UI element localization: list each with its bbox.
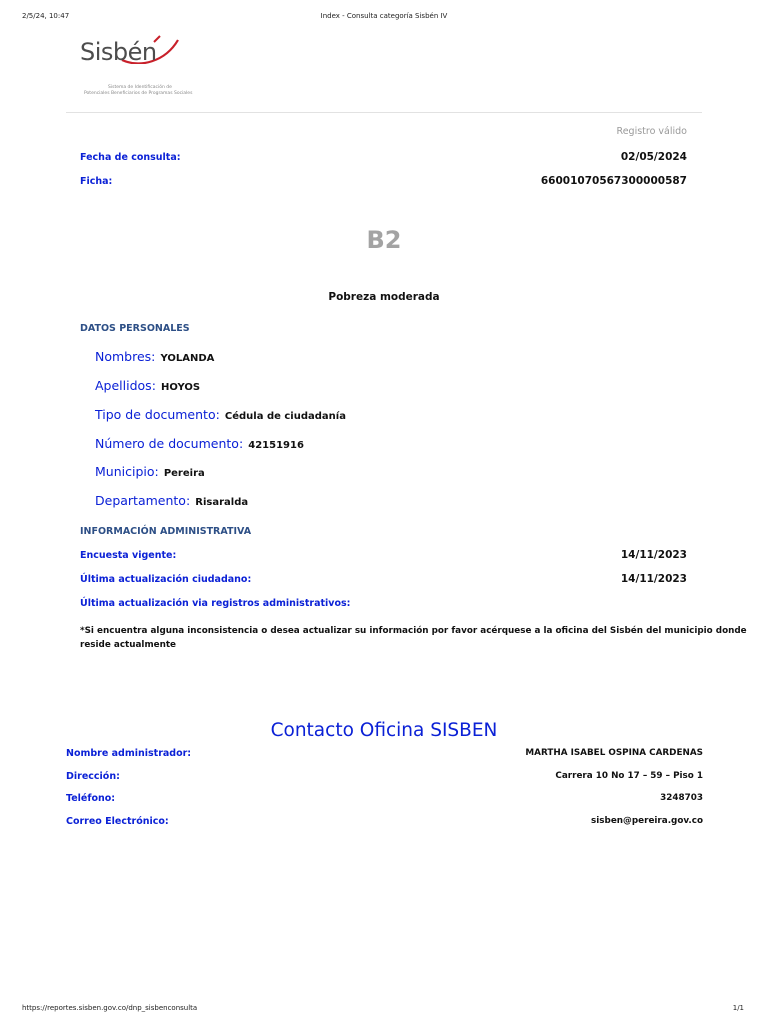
ultima-actualizacion-ciudadano-label: Última actualización ciudadano: xyxy=(80,574,252,585)
direccion-value: Carrera 10 No 17 – 59 – Piso 1 xyxy=(555,771,703,781)
numero-documento-label: Número de documento: xyxy=(95,436,244,451)
field-municipio xyxy=(95,461,205,480)
registro-status: Registro válido xyxy=(616,126,687,137)
ultima-actualizacion-ciudadano-value: 14/11/2023 xyxy=(620,573,687,585)
datos-personales-heading: DATOS PERSONALES xyxy=(80,323,190,334)
contacto-heading: Contacto Oficina SISBEN xyxy=(270,720,498,741)
tipo-documento-value: Cédula de ciudadanía xyxy=(224,411,346,422)
header-divider xyxy=(66,112,702,113)
print-title: Index - Consulta categoría Sisbén IV xyxy=(320,12,448,20)
logo-tagline-2: Potenciales Beneficiarios de Programas Sociales xyxy=(84,91,193,96)
field-nombres xyxy=(95,346,214,365)
encuesta-vigente-label: Encuesta vigente: xyxy=(80,550,177,561)
field-numero-documento xyxy=(95,433,304,452)
ficha-value: 66001070567300000587 xyxy=(540,175,687,187)
print-url: https://reportes.sisben.gov.co/dnp_sisbenconsulta xyxy=(22,1004,198,1012)
field-apellidos xyxy=(95,375,200,394)
municipio-value: Pereira xyxy=(163,468,205,479)
grupo-descripcion: Pobreza moderada xyxy=(328,291,440,303)
correo-value: sisben@pereira.gov.co xyxy=(591,816,703,826)
print-datetime: 2/5/24, 10:47 xyxy=(22,12,70,20)
encuesta-vigente-value: 14/11/2023 xyxy=(620,549,687,561)
admin-label: Nombre administrador: xyxy=(66,748,192,759)
correo-label: Correo Electrónico: xyxy=(66,816,169,827)
logo-tagline-1: Sistema de Identificación de xyxy=(108,85,172,90)
admin-value: MARTHA ISABEL OSPINA CARDENAS xyxy=(525,748,703,758)
nombres-value: YOLANDA xyxy=(160,353,215,364)
numero-documento-value: 42151916 xyxy=(248,440,304,451)
nota-line-1: *Si encuentra alguna inconsistencia o desea actualizar su información por favor acérquese a la oficina del Sisbén del municipio donde xyxy=(80,626,747,636)
fecha-consulta-label: Fecha de consulta: xyxy=(80,152,181,163)
departamento-label: Departamento: xyxy=(95,493,191,508)
grupo-sisben: B2 xyxy=(366,226,402,254)
ultima-actualizacion-registros-label: Última actualización via registros administrativos: xyxy=(80,598,351,609)
logo-wordmark: Sisbén xyxy=(80,38,157,66)
apellidos-label: Apellidos: xyxy=(95,378,156,393)
telefono-label: Teléfono: xyxy=(66,793,116,804)
field-departamento xyxy=(95,490,248,509)
telefono-value: 3248703 xyxy=(660,793,703,803)
fecha-consulta-value: 02/05/2024 xyxy=(620,151,687,163)
info-admin-heading: INFORMACIÓN ADMINISTRATIVA xyxy=(80,526,252,537)
departamento-value: Risaralda xyxy=(195,497,249,508)
direccion-label: Dirección: xyxy=(66,771,120,782)
tipo-documento-label: Tipo de documento: xyxy=(95,407,220,422)
nombres-label: Nombres: xyxy=(95,349,156,364)
field-tipo-documento xyxy=(95,404,346,423)
apellidos-value: HOYOS xyxy=(161,382,201,393)
print-page-number: 1/1 xyxy=(732,1004,744,1012)
nota-line-2: reside actualmente xyxy=(80,640,177,650)
ficha-label: Ficha: xyxy=(80,176,113,187)
municipio-label: Municipio: xyxy=(95,464,159,479)
